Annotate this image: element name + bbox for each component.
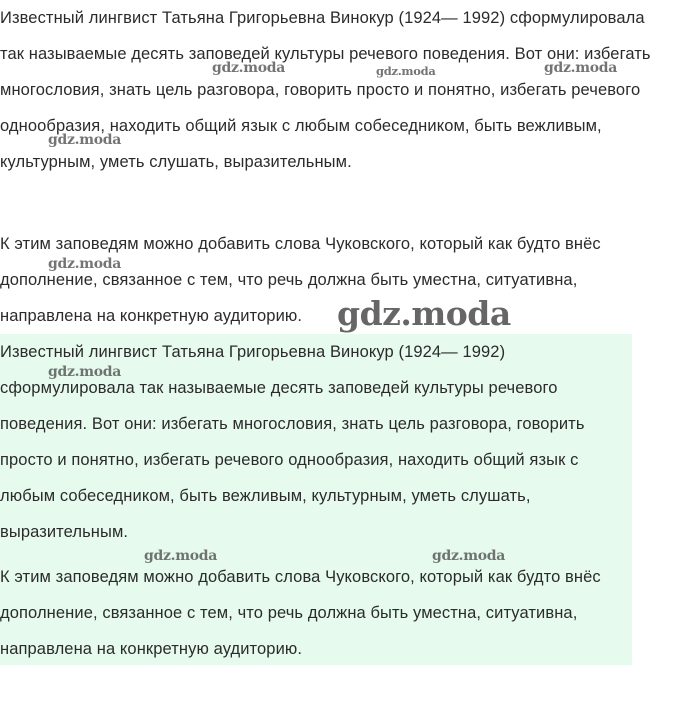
original-paragraph-1: Известный лингвист Татьяна Григорьевна Винокур (1924— 1992) сформулировала так называемые десять заповедей культуры речевого поведения. Вот они: избегать многословия, знать цель разговора, говорить просто и понятно, избегать речевого однообразия, находить общий язык с любым собеседником, быть вежливым, культурным, уметь слушать, выразительным.: [0, 9, 651, 171]
original-paragraph-2: К этим заповедям можно добавить слова Чуковского, который как будто внёс дополнение, связанное с тем, что речь должна быть уместна, ситуативна, направлена на конкретную аудиторию.: [0, 235, 601, 325]
watermark-large: gdz.moda: [337, 294, 511, 333]
watermark: gdz.moda: [48, 256, 122, 272]
watermark: gdz.moda: [48, 364, 122, 380]
watermark: gdz.moda: [432, 548, 506, 564]
watermark: gdz.moda: [376, 64, 436, 78]
answer-paragraph-2: К этим заповедям можно добавить слова Чуковского, который как будто внёс дополнение, связанное с тем, что речь должна быть уместна, ситуативна, направлена на конкретную аудиторию.: [0, 568, 601, 658]
watermark: gdz.moda: [212, 60, 286, 76]
watermark: gdz.moda: [48, 132, 122, 148]
answer-paragraph-1: Известный лингвист Татьяна Григорьевна Винокур (1924— 1992) сформулировала так называемые десять заповедей культуры речевого поведения. Вот они: избегать многословия, знать цель разговора, говорить просто и понятно, избегать речевого однообразия, находить общий язык с любым собеседником, быть вежливым, культурным, уметь слушать, выразительным.: [0, 343, 585, 541]
watermark: gdz.moda: [544, 60, 618, 76]
watermark: gdz.moda: [144, 548, 218, 564]
